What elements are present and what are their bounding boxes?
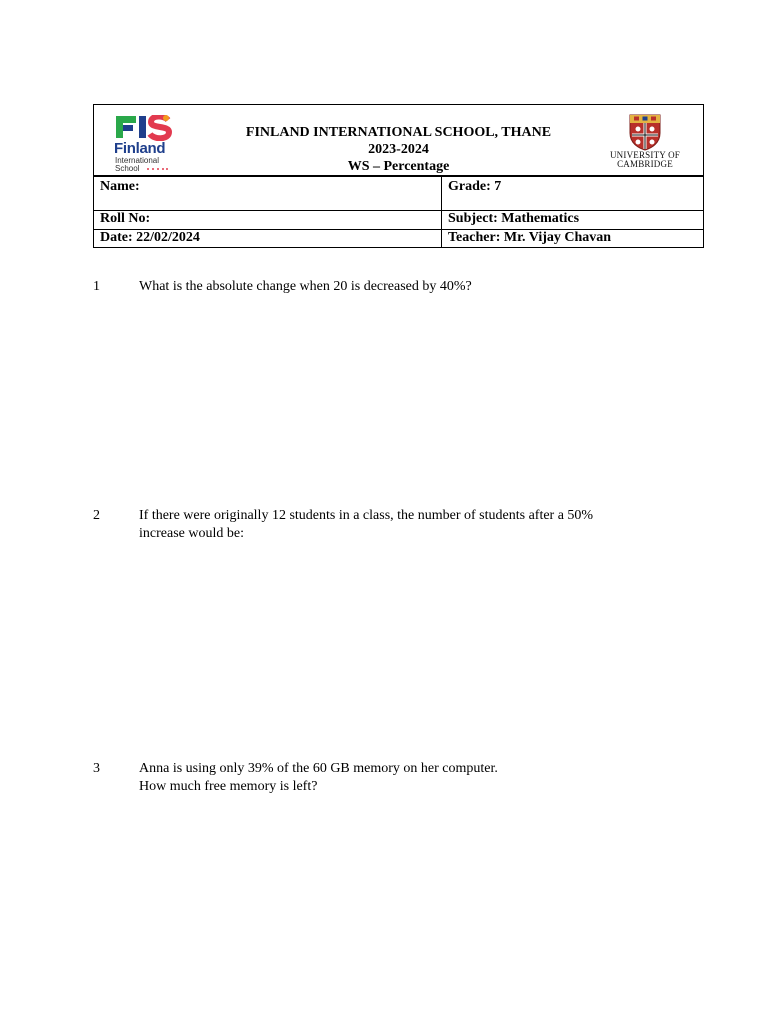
question-line: Anna is using only 39% of the 60 GB memory on her computer. [139, 761, 498, 776]
academic-year: 2023-2024 [368, 142, 429, 157]
grade-label: Grade: 7 [442, 177, 704, 211]
question-text [139, 507, 679, 543]
name-field[interactable]: Name: [94, 177, 442, 211]
school-name: FINLAND INTERNATIONAL SCHOOL, THANE [245, 125, 552, 140]
cambridge-logo [609, 113, 681, 175]
fis-logo-name: Finland [114, 140, 166, 157]
header-box [93, 104, 704, 176]
question-line: What is the absolute change when 20 is decreased by 40%? [139, 279, 472, 294]
question-line: How much free memory is left? [139, 779, 318, 794]
question-number: 2 [93, 508, 100, 523]
question-line: increase would be: [139, 526, 244, 541]
cambridge-shield-icon [628, 113, 662, 151]
fis-logo-subtitle: International [115, 156, 160, 165]
info-row-name-grade [94, 177, 704, 211]
cambridge-line1: UNIVERSITY OF [609, 150, 681, 160]
cambridge-line2: CAMBRIDGE [617, 159, 673, 169]
worksheet-title: WS – Percentage [347, 159, 450, 174]
teacher-label: Teacher: Mr. Vijay Chavan [442, 230, 704, 248]
question-line: If there were originally 12 students in a class, the number of students after a 50% [139, 508, 594, 523]
subject-label: Subject: Mathematics [442, 211, 704, 230]
question-number: 3 [93, 761, 100, 776]
question-text [139, 760, 679, 796]
question-text [139, 278, 679, 296]
date-label: Date: 22/02/2024 [94, 230, 442, 248]
info-row-roll-subject [94, 211, 704, 230]
worksheet-header [93, 104, 704, 248]
fis-logo-subtitle-2: School [115, 164, 140, 173]
student-info-table [93, 176, 704, 248]
roll-no-field[interactable]: Roll No: [94, 211, 442, 230]
info-row-date-teacher [94, 230, 704, 248]
question-number: 1 [93, 279, 100, 294]
